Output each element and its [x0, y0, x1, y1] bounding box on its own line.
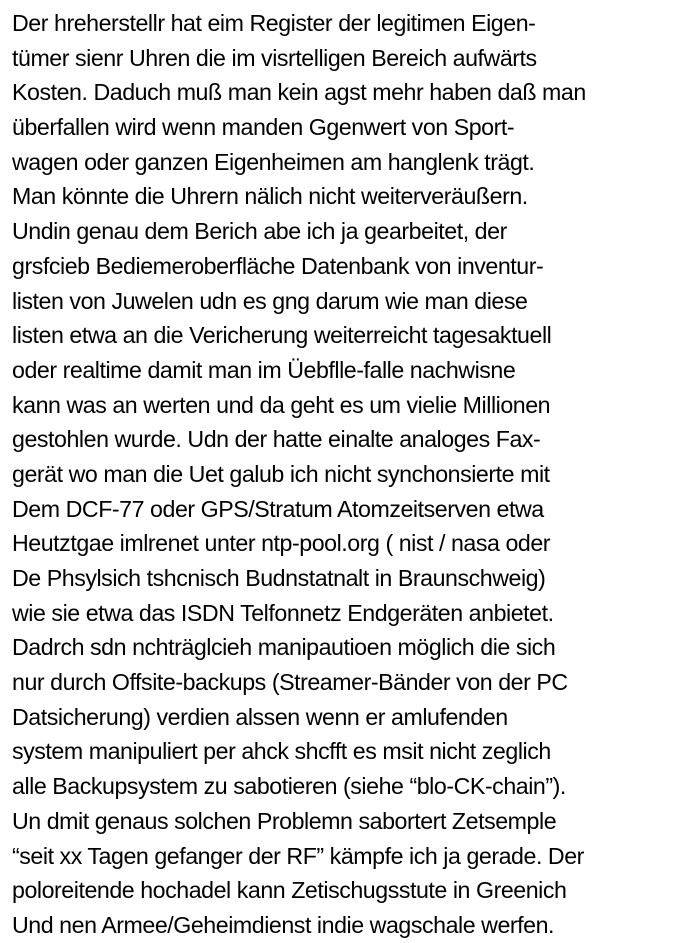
text-line-10: listen etwa an die Vericherung weiterreicht tagesaktuell — [12, 322, 552, 349]
text-line-17: De Phsylsich tshcnisch Budnstatnalt in Braunschweig) — [12, 565, 546, 591]
text-line-23: alle Backupsystem zu sabotieren (siehe “blo-CK-chain”). — [12, 773, 566, 800]
text-line-25: “seit xx Tagen gefanger der RF” kämpfe ich ja gerade. Der — [12, 842, 584, 869]
text-line-19: Dadrch sdn nchträglcieh manipautioen möglich die sich — [12, 634, 556, 661]
text-line-21: Datsicherung) verdien alssen wenn er amlufenden — [12, 703, 508, 730]
text-line-15: Dem DCF-77 oder GPS/Stratum Atomzeitserven etwa — [12, 495, 544, 522]
text-line-3: Kosten. Daduch muß man kein agst mehr haben daß man — [12, 79, 586, 106]
text-line-22: system manipuliert per ahck shcfft es msit nicht zeglich — [12, 738, 551, 765]
text-line-1: Der hreherstellr hat eim Register der legitimen Eigen- — [12, 10, 536, 36]
text-line-8: grsfcieb Bediemeroberfläche Datenbank von inventur- — [12, 252, 544, 279]
text-line-27: Und nen Armee/Geheimdienst indie wagschale werfen. — [12, 911, 555, 938]
document-body — [12, 6, 680, 943]
text-line-9: listen von Juwelen udn es gng darum wie man diese — [12, 287, 528, 314]
text-line-13: gestohlen wurde. Udn der hatte einalte analoges Fax- — [12, 426, 541, 453]
text-line-24: Un dmit genaus solchen Problemn sabortert Zetsemple — [12, 807, 557, 834]
text-line-14: gerät wo man die Uet galub ich nicht synchonsierte mit — [12, 460, 550, 487]
text-line-18: wie sie etwa das ISDN Telfonnetz Endgeräten anbietet. — [12, 599, 554, 626]
text-line-2: tümer sienr Uhren die im visrtelligen Bereich aufwärts — [12, 44, 537, 71]
text-line-7: Undin genau dem Berich abe ich ja gearbeitet, der — [12, 218, 507, 245]
text-line-20: nur durch Offsite-backups (Streamer-Bänder von der PC — [12, 669, 568, 696]
text-line-4: überfallen wird wenn manden Ggenwert von Sport- — [12, 114, 515, 141]
text-line-11: oder realtime damit man im Üebflle-falle nachwisne — [12, 356, 516, 383]
text-line-26: poloreitende hochadel kann Zetischugsstute in Greenich — [12, 877, 567, 904]
text-line-12: kann was an werten und da geht es um vielie Millionen — [12, 391, 551, 418]
text-line-5: wagen oder ganzen Eigenheimen am hanglenk trägt. — [12, 148, 535, 175]
text-line-16: Heutztgae imlrenet unter ntp-pool.org ( nist / nasa oder — [12, 530, 551, 557]
text-line-6: Man könnte die Uhrern nälich nicht weiterveräußern. — [12, 183, 528, 210]
